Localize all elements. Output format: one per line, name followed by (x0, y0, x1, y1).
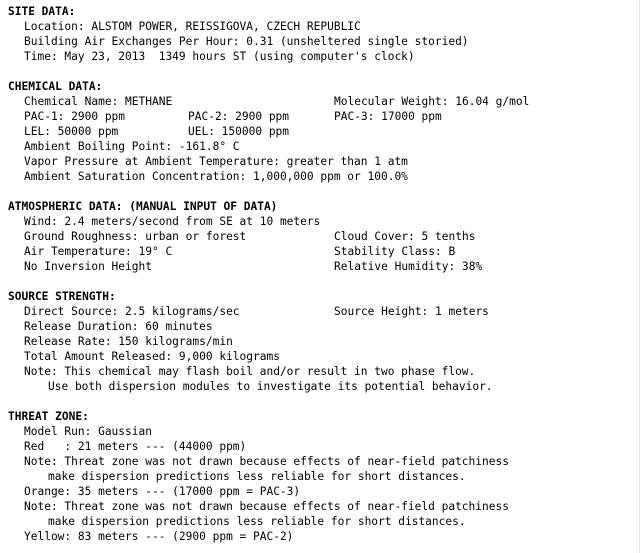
source-height: Source Height: 1 meters (334, 305, 489, 318)
ambient-boiling-point: Ambient Boiling Point: -161.8° C (24, 140, 240, 153)
threat-zone-red: Red : 21 meters --- (44000 ppm) (24, 440, 247, 453)
lel: LEL: 50000 ppm (24, 125, 119, 138)
air-temperature: Air Temperature: 19° C (24, 245, 173, 258)
site-location: Location: ALSTOM POWER, REISSIGOVA, CZECH REPUBLIC (24, 20, 361, 33)
saturation-concentration: Ambient Saturation Concentration: 1,000,000 ppm or 100.0% (24, 170, 408, 183)
orange-note-line-2: make dispersion predictions less reliable for short distances. (48, 515, 466, 528)
inversion-height: No Inversion Height (24, 260, 152, 273)
pac-3: PAC-3: 17000 ppm (334, 110, 442, 123)
red-note-line-2: make dispersion predictions less reliable for short distances. (48, 470, 466, 483)
orange-note-line-1: Note: Threat zone was not drawn because effects of near-field patchiness (24, 500, 509, 513)
stability-class: Stability Class: B (334, 245, 456, 258)
direct-source: Direct Source: 2.5 kilograms/sec (24, 305, 240, 318)
ground-roughness: Ground Roughness: urban or forest (24, 230, 247, 243)
wind: Wind: 2.4 meters/second from SE at 10 meters (24, 215, 321, 228)
chemical-name: Chemical Name: METHANE (24, 95, 173, 108)
source-note-line-2: Use both dispersion modules to investigate its potential behavior. (48, 380, 493, 393)
site-data-header: SITE DATA: (8, 5, 76, 18)
atmospheric-data-header: ATMOSPHERIC DATA: (MANUAL INPUT OF DATA) (8, 200, 278, 213)
release-rate: Release Rate: 150 kilograms/min (24, 335, 233, 348)
source-note-line-1: Note: This chemical may flash boil and/or result in two phase flow. (24, 365, 476, 378)
pac-2: PAC-2: 2900 ppm (188, 110, 290, 123)
relative-humidity: Relative Humidity: 38% (334, 260, 483, 273)
release-duration: Release Duration: 60 minutes (24, 320, 213, 333)
site-time: Time: May 23, 2013 1349 hours ST (using computer's clock) (24, 50, 415, 63)
threat-zone-yellow: Yellow: 83 meters --- (2900 ppm = PAC-2) (24, 530, 294, 543)
vapor-pressure: Vapor Pressure at Ambient Temperature: greater than 1 atm (24, 155, 408, 168)
molecular-weight: Molecular Weight: 16.04 g/mol (334, 95, 530, 108)
threat-zone-header: THREAT ZONE: (8, 410, 89, 423)
threat-zone-orange: Orange: 35 meters --- (17000 ppm = PAC-3) (24, 485, 301, 498)
site-air-exchanges: Building Air Exchanges Per Hour: 0.31 (unsheltered single storied) (24, 35, 469, 48)
source-strength-header: SOURCE STRENGTH: (8, 290, 116, 303)
total-amount-released: Total Amount Released: 9,000 kilograms (24, 350, 280, 363)
pac-1: PAC-1: 2900 ppm (24, 110, 126, 123)
chemical-data-header: CHEMICAL DATA: (8, 80, 103, 93)
model-run: Model Run: Gaussian (24, 425, 152, 438)
cloud-cover: Cloud Cover: 5 tenths (334, 230, 476, 243)
uel: UEL: 150000 ppm (188, 125, 290, 138)
red-note-line-1: Note: Threat zone was not drawn because effects of near-field patchiness (24, 455, 509, 468)
